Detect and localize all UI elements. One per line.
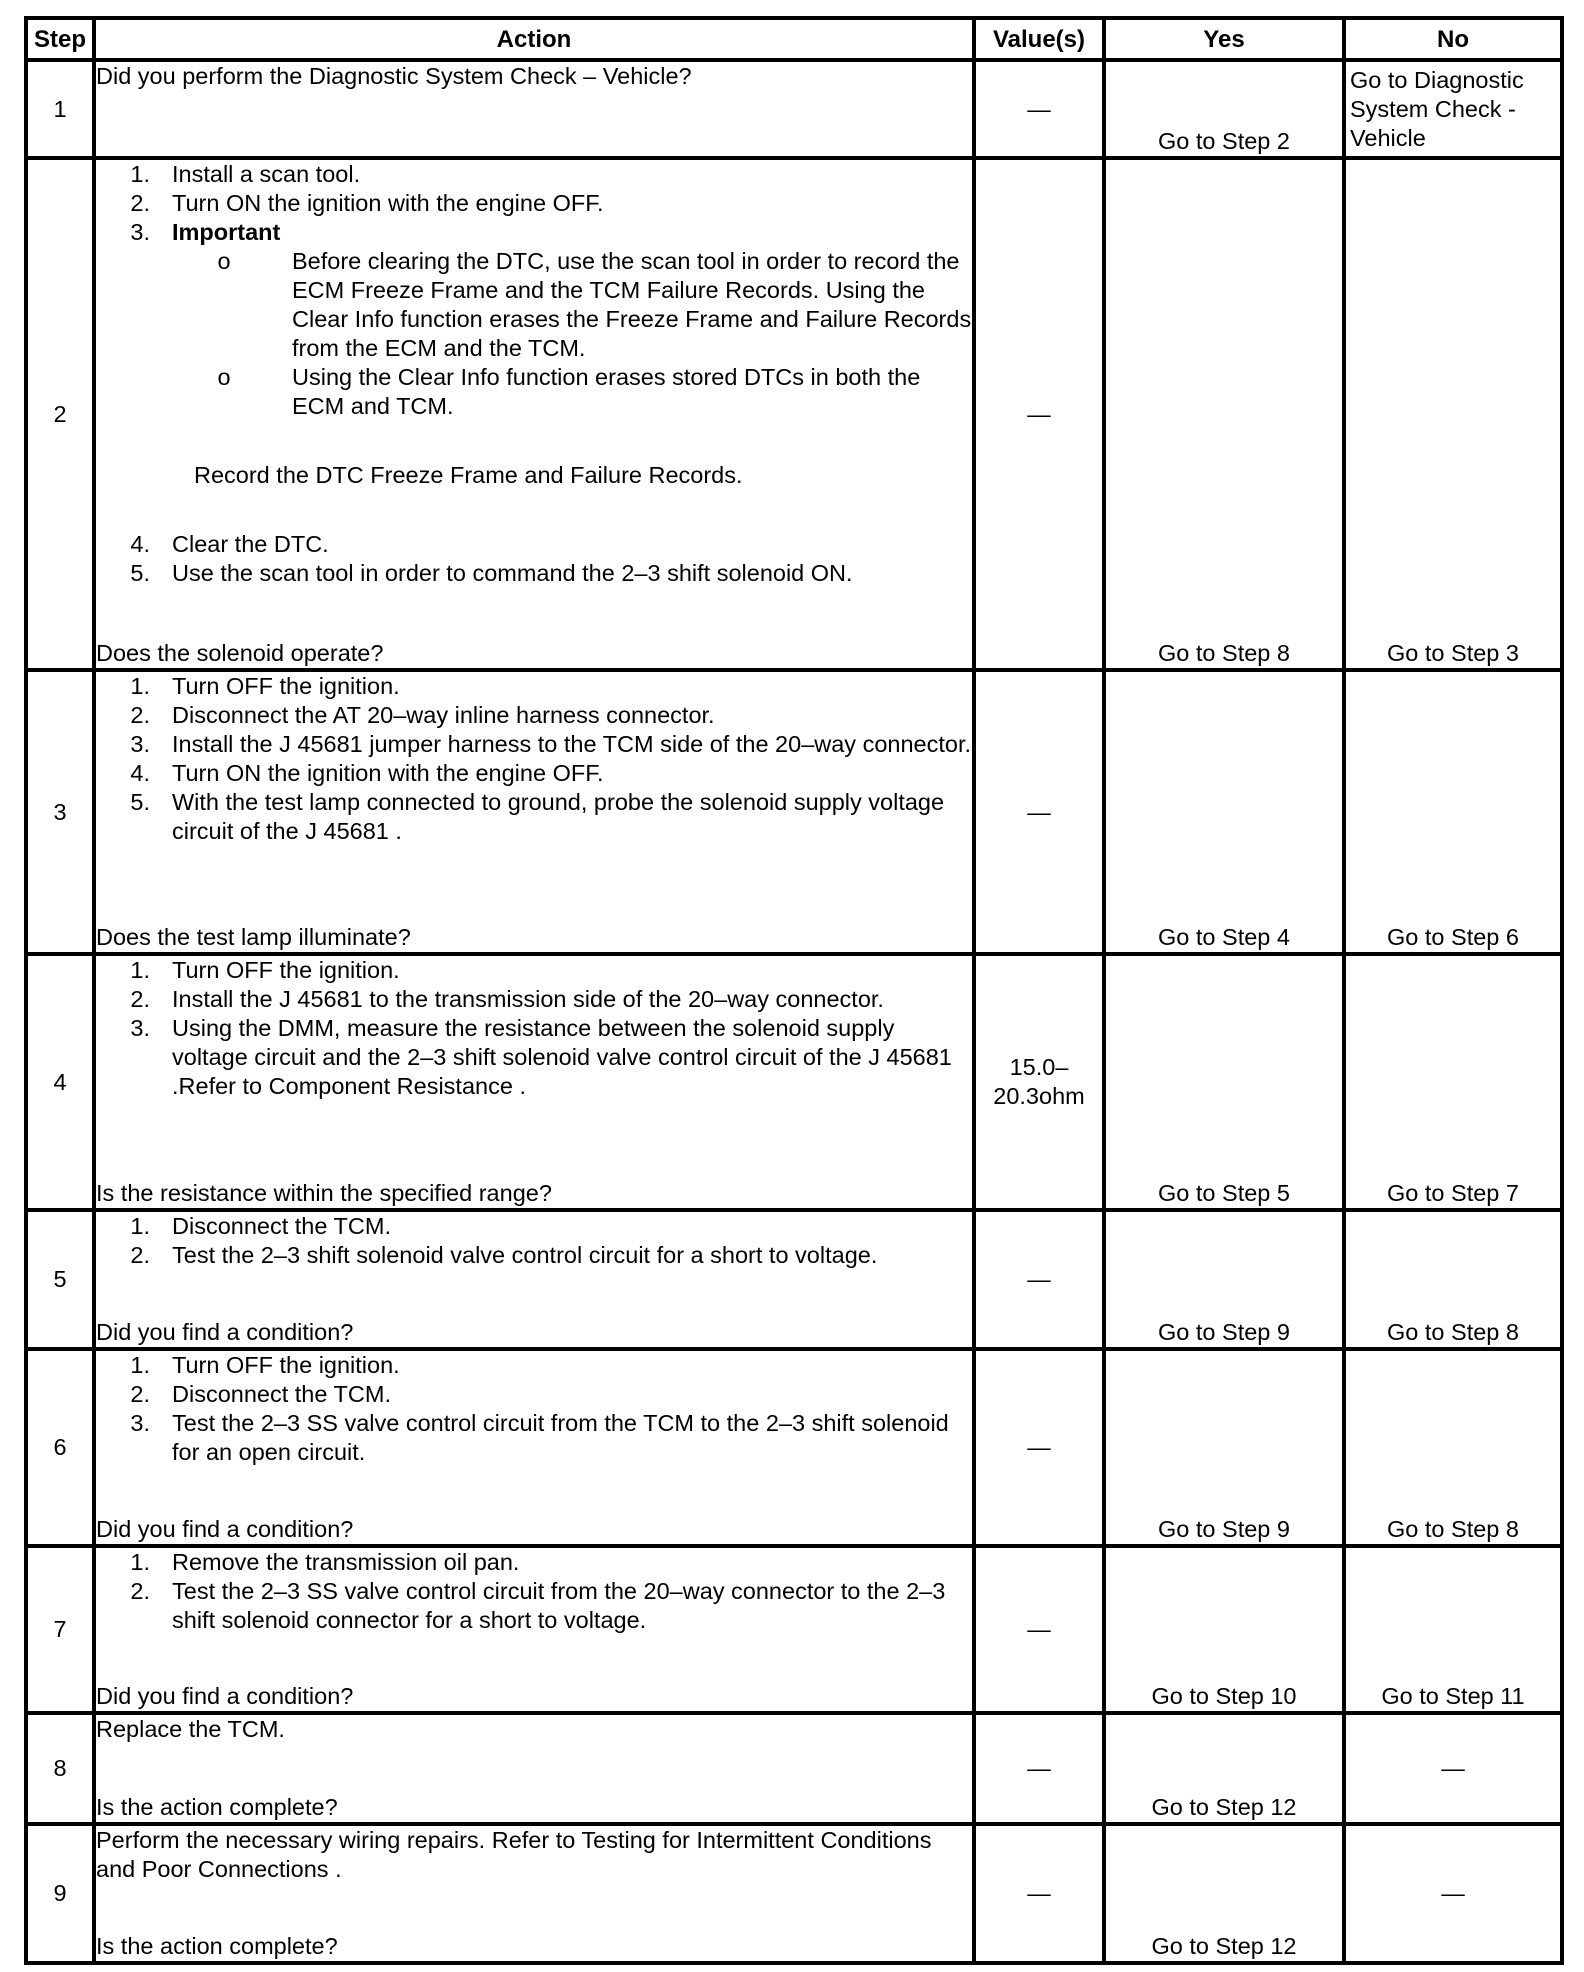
list-item: 1. Turn OFF the ignition. (130, 957, 400, 983)
table-row (26, 1210, 1562, 1349)
value-range-high: 20.3ohm (993, 1083, 1085, 1109)
action-cell (94, 60, 974, 158)
table-row (26, 1349, 1562, 1546)
action-list (96, 672, 972, 846)
list-item: 1. Remove the transmission oil pan. (130, 1549, 520, 1575)
yes-cell: Go to Step 12 (1104, 1824, 1344, 1963)
yes-cell: Go to Step 9 (1104, 1210, 1344, 1349)
question-text: Is the action complete? (96, 1794, 338, 1820)
action-cell (94, 954, 974, 1210)
action-list (96, 1548, 972, 1635)
action-list (96, 530, 972, 588)
note-text: Record the DTC Freeze Frame and Failure Records. (194, 462, 743, 488)
no-cell: Go to Step 8 (1344, 1210, 1562, 1349)
question-text: Did you find a condition? (96, 1319, 354, 1345)
header-values: Value(s) (974, 18, 1104, 60)
action-list (96, 1212, 972, 1270)
table-row (26, 60, 1562, 158)
list-item: 2. Test the 2–3 shift solenoid valve control circuit for a short to voltage. (130, 1242, 878, 1268)
action-cell (94, 1349, 974, 1546)
list-item: 3. Test the 2–3 SS valve control circuit from the TCM to the 2–3 shift solenoid for an open circuit. (130, 1410, 949, 1465)
no-cell: — (1344, 1713, 1562, 1824)
value-cell: — (974, 1546, 1104, 1713)
no-cell: Go to Step 11 (1344, 1546, 1562, 1713)
table-row (26, 1824, 1562, 1963)
step-number: 4 (26, 954, 94, 1210)
question-text: Does the solenoid operate? (96, 640, 384, 666)
table-row (26, 670, 1562, 954)
action-list (96, 160, 972, 247)
list-item: 3. Install the J 45681 jumper harness to the TCM side of the 20–way connector. (130, 731, 972, 757)
action-cell (94, 1210, 974, 1349)
action-cell (94, 1713, 974, 1824)
yes-cell: Go to Step 2 (1104, 60, 1344, 158)
list-item: 3. Important (96, 218, 972, 247)
step-number: 3 (26, 670, 94, 954)
action-cell (94, 158, 974, 670)
list-item: 2. Disconnect the TCM. (130, 1381, 391, 1407)
list-item: 3. Using the DMM, measure the resistance between the solenoid supply voltage circuit and the 2–3 shift solenoid valve control circuit of the J 45681 .Refer to Component Resistance . (130, 1015, 952, 1099)
list-item: 4. Clear the DTC. (130, 531, 329, 557)
yes-cell: Go to Step 9 (1104, 1349, 1344, 1546)
action-cell (94, 1824, 974, 1963)
value-cell: — (974, 1210, 1104, 1349)
list-item: 2. Disconnect the AT 20–way inline harness connector. (130, 702, 715, 728)
bullet-item: o Before clearing the DTC, use the scan tool in order to record the ECM Freeze Frame and the TCM Failure Records. Using the Clear Info function erases the Freeze Frame and Failure Records from the ECM and the TCM. (217, 248, 972, 361)
step-number: 5 (26, 1210, 94, 1349)
step-number: 6 (26, 1349, 94, 1546)
bullet-list (96, 247, 972, 421)
value-cell: — (974, 670, 1104, 954)
yes-cell: Go to Step 12 (1104, 1713, 1344, 1824)
header-action: Action (94, 18, 974, 60)
header-yes: Yes (1104, 18, 1344, 60)
yes-cell: Go to Step 8 (1104, 158, 1344, 670)
list-item: 1. Install a scan tool. (130, 161, 361, 187)
action-text: Perform the necessary wiring repairs. Refer to Testing for Intermittent Conditions and Poor Connections . (96, 1827, 932, 1882)
list-item: 1. Turn OFF the ignition. (130, 1352, 400, 1378)
list-item: 2. Test the 2–3 SS valve control circuit from the 20–way connector to the 2–3 shift solenoid connector for a short to voltage. (130, 1578, 946, 1633)
question-text: Did you find a condition? (96, 1516, 354, 1542)
action-list (96, 956, 972, 1101)
value-cell: — (974, 158, 1104, 670)
header-no: No (1344, 18, 1562, 60)
step-number: 8 (26, 1713, 94, 1824)
yes-cell: Go to Step 4 (1104, 670, 1344, 954)
list-item: 1. Turn OFF the ignition. (130, 673, 400, 699)
action-text: Did you perform the Diagnostic System Check – Vehicle? (96, 63, 692, 89)
list-item: 2. Install the J 45681 to the transmission side of the 20–way connector. (130, 986, 884, 1012)
header-step: Step (26, 18, 94, 60)
step-number: 2 (26, 158, 94, 670)
no-cell: — (1344, 1824, 1562, 1963)
table-row (26, 1546, 1562, 1713)
value-cell: — (974, 1349, 1104, 1546)
table-row (26, 1713, 1562, 1824)
step-number: 1 (26, 60, 94, 158)
no-cell: Go to Step 3 (1344, 158, 1562, 670)
list-item: 4. Turn ON the ignition with the engine OFF. (130, 760, 604, 786)
table-row (26, 158, 1562, 670)
step-number: 7 (26, 1546, 94, 1713)
bullet-item: o Using the Clear Info function erases stored DTCs in both the ECM and TCM. (217, 364, 921, 419)
no-cell: Go to Step 7 (1344, 954, 1562, 1210)
question-text: Did you find a condition? (96, 1683, 354, 1709)
value-range-low: 15.0– (1009, 1054, 1069, 1080)
value-cell (974, 954, 1104, 1210)
yes-cell: Go to Step 10 (1104, 1546, 1344, 1713)
question-text: Does the test lamp illuminate? (96, 924, 411, 950)
header-row (26, 18, 1562, 60)
action-text: Replace the TCM. (96, 1716, 285, 1742)
step-number: 9 (26, 1824, 94, 1963)
list-item: 5. Use the scan tool in order to command the 2–3 shift solenoid ON. (130, 560, 853, 586)
list-item: 1. Disconnect the TCM. (130, 1213, 391, 1239)
no-cell: Go to Step 8 (1344, 1349, 1562, 1546)
no-cell: Go to Step 6 (1344, 670, 1562, 954)
no-cell: Go to Diagnostic System Check - Vehicle (1344, 60, 1562, 158)
diagnostic-table (24, 16, 1564, 1965)
list-item: 5. With the test lamp connected to ground, probe the solenoid supply voltage circuit of the J 45681 . (130, 789, 945, 844)
value-cell: — (974, 1824, 1104, 1963)
question-text: Is the resistance within the specified range? (96, 1180, 552, 1206)
value-cell: — (974, 60, 1104, 158)
yes-cell: Go to Step 5 (1104, 954, 1344, 1210)
table-row (26, 954, 1562, 1210)
important-label: Important (172, 219, 281, 245)
value-cell: — (974, 1713, 1104, 1824)
action-cell (94, 670, 974, 954)
action-list (96, 1351, 972, 1467)
question-text: Is the action complete? (96, 1933, 338, 1959)
action-cell (94, 1546, 974, 1713)
list-item: 2. Turn ON the ignition with the engine OFF. (130, 190, 604, 216)
